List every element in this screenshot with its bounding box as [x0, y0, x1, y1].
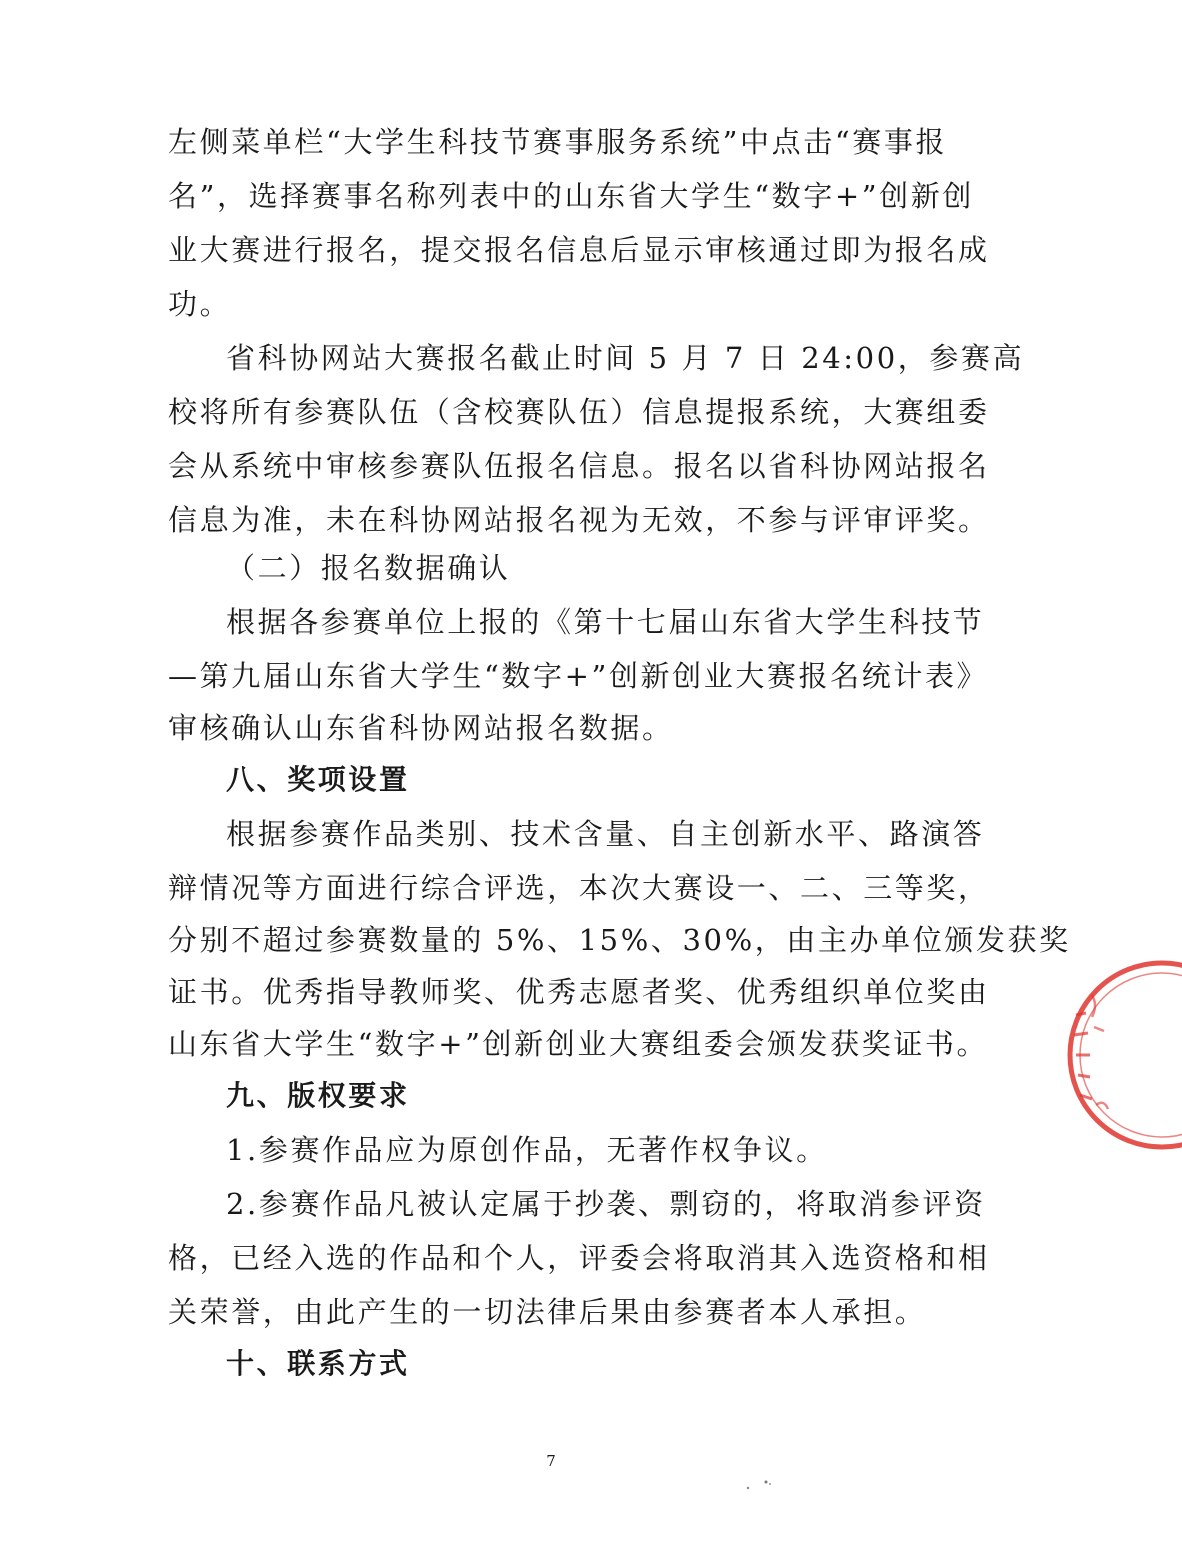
paragraph-line: 分别不超过参赛数量的 5%、15%、30%，由主办单位颁发获奖 — [168, 923, 1071, 957]
paragraph-line: 审核确认山东省科协网站报名数据。 — [168, 711, 674, 745]
page-number: 7 — [546, 1452, 556, 1470]
paragraph-line: 名”，选择赛事名称列表中的山东省大学生“数字+”创新创 — [168, 179, 974, 213]
paragraph-line: 根据各参赛单位上报的《第十七届山东省大学生科技节 — [226, 605, 985, 639]
paragraph-line: 会从系统中审核参赛队伍报名信息。报名以省科协网站报名 — [168, 449, 990, 483]
list-item: 2.参赛作品凡被认定属于抄袭、剽窃的，将取消参评资 — [226, 1187, 986, 1221]
paragraph-line: 关荣誉，由此产生的一切法律后果由参赛者本人承担。 — [168, 1295, 927, 1329]
paragraph-line: 山东省大学生“数字+”创新创业大赛组委会颁发获奖证书。 — [168, 1027, 989, 1061]
paragraph-line: 根据参赛作品类别、技术含量、自主创新水平、路演答 — [226, 817, 985, 851]
paragraph-line: 左侧菜单栏“大学生科技节赛事服务系统”中点击“赛事报 — [168, 125, 948, 159]
paragraph-line: 辩情况等方面进行综合评选，本次大赛设一、二、三等奖， — [168, 871, 990, 905]
section-heading-awards: 八、奖项设置 — [226, 763, 410, 796]
subsection-heading: （二）报名数据确认 — [226, 551, 511, 585]
paragraph-line: 证书。优秀指导教师奖、优秀志愿者奖、优秀组织单位奖由 — [168, 975, 990, 1009]
paragraph-line: 信息为准，未在科协网站报名视为无效，不参与评审评奖。 — [168, 503, 990, 537]
red-seal-stamp — [1062, 955, 1182, 1155]
paragraph-line: 功。 — [168, 287, 232, 321]
paragraph-line: 省科协网站大赛报名截止时间 5 月 7 日 24:00，参赛高 — [226, 341, 1025, 375]
list-item: 1.参赛作品应为原创作品，无著作权争议。 — [226, 1133, 828, 1167]
paragraph-line: 格，已经入选的作品和个人，评委会将取消其入选资格和相 — [168, 1241, 990, 1275]
section-heading-contact: 十、联系方式 — [226, 1347, 410, 1380]
paragraph-line: —第九届山东省大学生“数字+”创新创业大赛报名统计表》 — [168, 659, 989, 693]
paragraph-line: 校将所有参赛队伍（含校赛队伍）信息提报系统，大赛组委 — [168, 395, 990, 429]
scan-specks — [740, 1478, 780, 1498]
section-heading-copyright: 九、版权要求 — [226, 1079, 410, 1112]
paragraph-line: 业大赛进行报名，提交报名信息后显示审核通过即为报名成 — [168, 233, 990, 267]
